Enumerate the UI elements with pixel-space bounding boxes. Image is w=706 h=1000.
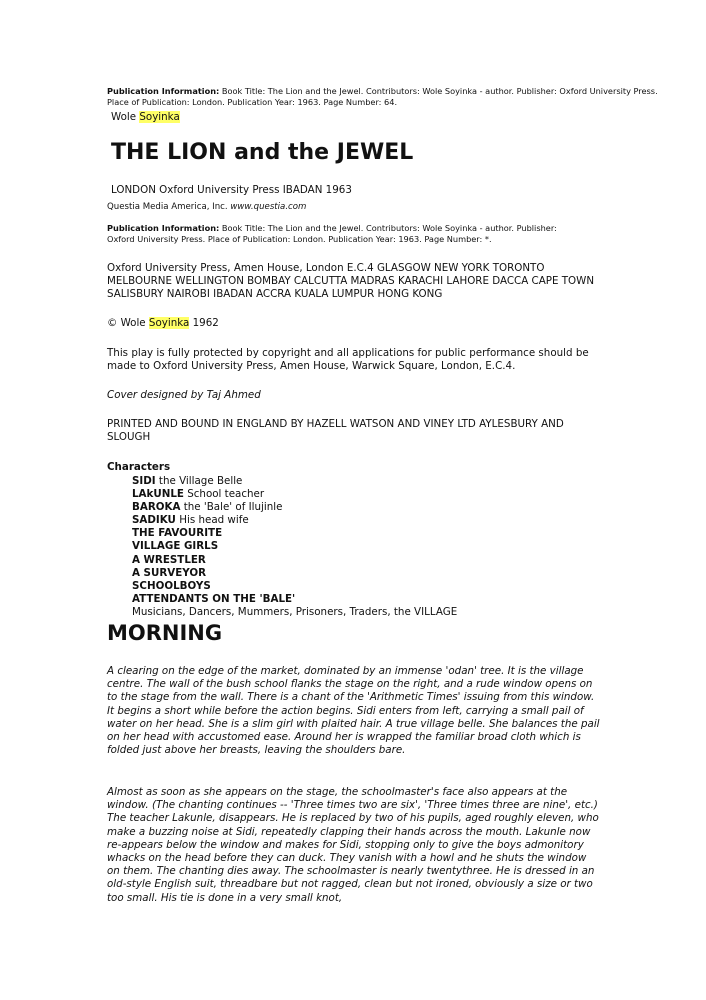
character-item <box>132 593 457 606</box>
character-item <box>132 475 457 488</box>
character-name: BAROKA <box>132 501 181 514</box>
character-name: THE FAVOURITE <box>132 527 223 540</box>
character-item <box>132 527 457 540</box>
author-first-name: Wole <box>111 111 140 123</box>
character-name: ATTENDANTS ON THE 'BALE' <box>132 592 296 605</box>
questia-name: Questia Media America, Inc. <box>107 202 231 212</box>
stage-direction-paragraph-2: Almost as soon as she appears on the stage, the schoolmaster's face also appears at the window. (The chanting continues -- 'Three times two are six', 'Three times three are nine', etc.) The teacher Lakunle, disappears. He is replaced by two of his pupils, aged roughly eleven, who make a buzzing noise at Sidi, repeatedly clapping their hands across the mouth. Lakunle now re-appears below the window and makes for Sidi, stopping only to give the boys admonitory whacks on the head before they can duck. They vanish with a howl and he shuts the window on them. The chanting dies away. The schoolmaster is nearly twentythree. He is dressed in an old-style English suit, threadbare but not ragged, clean but not ironed, obviously a size or two too small. His tie is done in a very small knot, <box>107 786 599 904</box>
character-item <box>132 501 457 514</box>
questia-line <box>107 202 306 213</box>
copyright-line <box>107 317 602 330</box>
character-desc: Musicians, Dancers, Mummers, Prisoners, Traders, the VILLAGE <box>132 605 458 618</box>
printer-line: PRINTED AND BOUND IN ENGLAND BY HAZELL WATSON AND VINEY LTD AYLESBURY AND SLOUGH <box>107 418 564 444</box>
character-item <box>132 580 457 593</box>
publication-info-mid <box>107 223 577 244</box>
rights-paragraph: This play is fully protected by copyright and all applications for public performance should be made to Oxford University Press, Amen House, Warwick Square, London, E.C.4. <box>107 347 589 373</box>
publication-info-mid-label: Publication Information: <box>107 223 220 233</box>
copyright-name-highlight: Soyinka <box>148 317 190 329</box>
stage-direction-paragraph-1: A clearing on the edge of the market, dominated by an immense 'odan' tree. It is the village centre. The wall of the bush school flanks the stage on the right, and a rude window opens on to the stage from the wall. There is a chant of the 'Arithmetic Times' issuing from this window. It begins a short while before the action begins. Sidi enters from left, carrying a small pail of water on her head. She is a slim girl with plaited hair. A true village belle. She balances the pail on her head with accustomed ease. Around her is wrapped the familiar broad cloth which is folded just above her breasts, leaving the shoulders bare. <box>107 665 600 757</box>
character-name: LAkUNLE <box>132 488 184 501</box>
questia-url: www.questia.com <box>230 202 307 212</box>
character-desc: School teacher <box>183 488 265 501</box>
character-name: SCHOOLBOYS <box>132 579 211 592</box>
copyright-year: 1962 <box>189 317 219 329</box>
publication-info-text: Book Title: The Lion and the Jewel. Contributors: Wole Soyinka - author. Publisher: Oxford University Press. <box>219 86 658 96</box>
author-line <box>111 111 606 124</box>
section-heading-morning: MORNING <box>107 621 223 645</box>
character-name: SADIKU <box>132 514 176 527</box>
imprint-line: LONDON Oxford University Press IBADAN 1963 <box>111 184 352 196</box>
character-item <box>132 514 457 527</box>
publication-info-label: Publication Information: <box>107 86 220 96</box>
book-title: THE LION and the JEWEL <box>111 140 414 165</box>
character-name: SIDI <box>132 475 156 487</box>
character-desc: the 'Bale' of Ilujinle <box>180 501 283 514</box>
copyright-prefix: © Wole <box>107 317 149 329</box>
characters-heading: Characters <box>107 461 171 473</box>
character-item <box>132 606 457 619</box>
character-name: A SURVEYOR <box>132 566 207 579</box>
cover-credit: Cover designed by Taj Ahmed <box>107 389 261 401</box>
publication-info-text-line2: Place of Publication: London. Publication Year: 1963. Page Number: 64. <box>107 96 398 107</box>
character-desc: the Village Belle <box>155 475 243 487</box>
character-item <box>132 488 457 501</box>
character-list <box>132 475 457 619</box>
character-item <box>132 554 457 567</box>
publication-info-top <box>107 86 658 107</box>
author-last-name-highlight: Soyinka <box>139 111 180 123</box>
character-name: VILLAGE GIRLS <box>132 540 219 553</box>
character-name: A WRESTLER <box>132 553 206 566</box>
character-desc: His head wife <box>175 514 249 527</box>
oup-address: Oxford University Press, Amen House, London E.C.4 GLASGOW NEW YORK TORONTO MELBOURNE WELLINGTON BOMBAY CALCUTTA MADRAS KARACHI LAHORE DACCA CAPE TOWN SALISBURY NAIROBI IBADAN ACCRA KUALA LUMPUR HONG KONG <box>107 262 595 301</box>
publication-info-mid-text: Book Title: The Lion and the Jewel. Contributors: Wole Soyinka - author. Publisher: Oxford University Press. Place of Publication: London. Publication Year: 1963. Page Number: *. <box>107 223 557 244</box>
character-item <box>132 567 457 580</box>
character-item <box>132 540 457 553</box>
